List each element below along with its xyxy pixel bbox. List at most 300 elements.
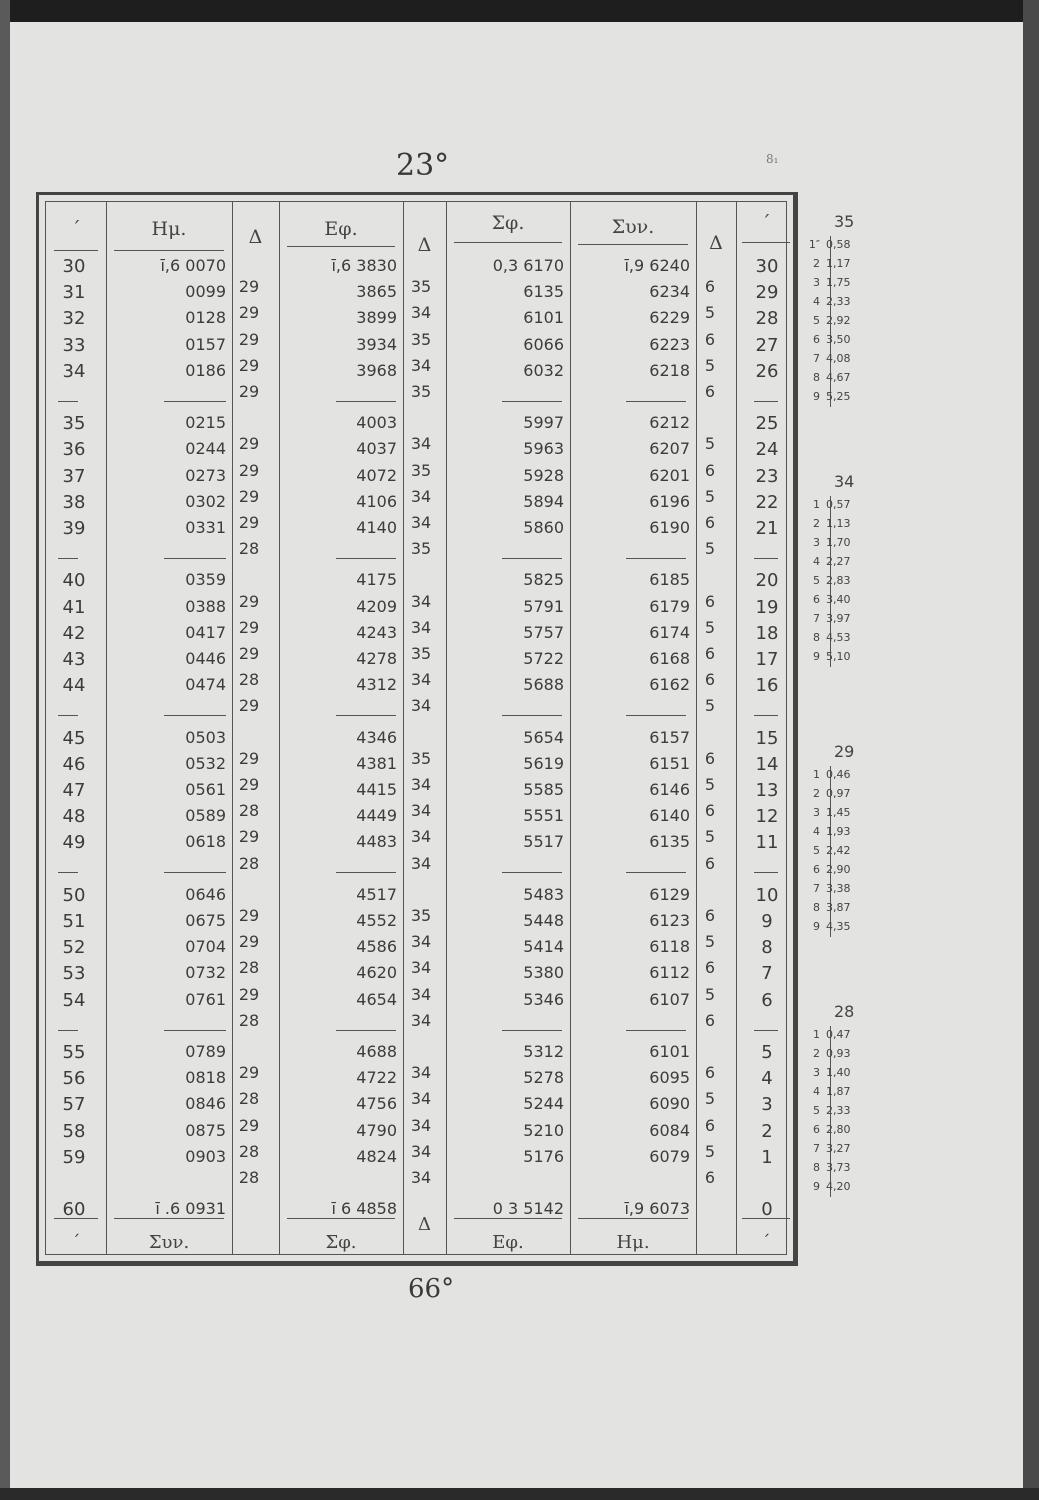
header-rule: [742, 242, 790, 243]
header-tangent: Εφ.: [324, 218, 358, 240]
group-separator: [58, 558, 78, 559]
cotangent-cell: 5346: [523, 989, 564, 1009]
delta-cosine-cell: 5: [704, 774, 716, 794]
sine-cell: 0618: [185, 832, 226, 852]
sine-cell: 0903: [185, 1146, 226, 1166]
minute-complement-cell: 26: [755, 360, 779, 382]
group-separator: [754, 872, 778, 873]
proportional-parts-table: [806, 472, 906, 687]
sine-cell: 0875: [185, 1120, 226, 1140]
group-separator: [164, 872, 226, 873]
group-separator: [626, 715, 686, 716]
pp-value: 2,92: [826, 314, 851, 327]
proportional-parts-row: [806, 352, 851, 365]
delta-cosine-cell: 6: [704, 853, 716, 873]
group-separator: [754, 715, 778, 716]
pp-value: 0,97: [826, 787, 851, 800]
pp-index: 2: [813, 1047, 820, 1060]
minute-complement-cell: 25: [755, 413, 779, 435]
group-separator: [58, 401, 78, 402]
minute-complement-cell: 3: [761, 1094, 773, 1116]
pp-index: 8: [813, 901, 820, 914]
group-separator: [336, 872, 396, 873]
pp-index: 4: [813, 825, 820, 838]
delta-cosine-cell: 6: [704, 1167, 716, 1187]
delta-cosine-cell: 5: [704, 827, 716, 847]
group-separator: [754, 558, 778, 559]
pp-index: 1: [813, 498, 820, 511]
tangent-cell: 4688: [356, 1042, 397, 1061]
pp-value: 0,58: [826, 238, 851, 251]
group-separator: [336, 401, 396, 402]
group-separator: [164, 401, 226, 402]
delta-tangent-cell: 35: [410, 905, 432, 925]
minute-complement-cell: 13: [755, 780, 779, 801]
sine-cell: 0446: [185, 649, 226, 668]
cotangent-cell: 5244: [523, 1094, 564, 1114]
delta-tangent-cell: 34: [410, 355, 432, 375]
footer-delta: Δ: [418, 1214, 431, 1235]
cosine-cell: 6174: [649, 622, 690, 642]
minute-cell: 46: [62, 753, 86, 775]
minute-complement-cell: 30: [755, 256, 779, 277]
cotangent-cell: 5448: [523, 911, 564, 930]
delta-sine-cell: 28: [238, 958, 260, 978]
minute-cell: 53: [62, 963, 86, 985]
pp-value: 2,83: [826, 574, 851, 587]
cotangent-cell: 5825: [523, 570, 564, 590]
minute-complement-cell: 6: [761, 989, 773, 1011]
cotangent-cell: 5791: [523, 596, 564, 616]
delta-cosine-cell: 5: [704, 539, 716, 559]
minute-cell: 39: [62, 518, 86, 539]
delta-cosine-cell: 6: [704, 801, 716, 821]
cotangent-cell: 5619: [523, 753, 564, 773]
tangent-cell: 3934: [356, 334, 397, 354]
delta-cosine-cell: 5: [704, 984, 716, 1004]
tangent-cell: 4278: [356, 649, 397, 668]
minute-complement-cell: 1: [761, 1146, 773, 1168]
col-divider: [106, 202, 107, 1254]
pp-value: 1,87: [826, 1085, 851, 1098]
delta-tangent-cell: 34: [410, 1010, 432, 1030]
sine-cell: 0244: [185, 439, 226, 459]
delta-sine-cell: 28: [238, 801, 260, 821]
proportional-parts-row: [806, 901, 851, 914]
minute-cell: 60: [62, 1199, 86, 1221]
cosine-cell: 6146: [649, 780, 690, 799]
proportional-parts-row: [806, 574, 851, 587]
pp-index: 8: [813, 371, 820, 384]
minute-complement-cell: 12: [755, 806, 779, 828]
tangent-cell: 3968: [356, 360, 397, 380]
cosine-cell: 6107: [649, 989, 690, 1009]
delta-sine-cell: 28: [238, 853, 260, 873]
sine-cell: 0128: [185, 308, 226, 328]
cosine-cell: 6112: [649, 963, 690, 983]
cosine-cell: 6212: [649, 413, 690, 433]
delta-sine-cell: 29: [238, 905, 260, 925]
cosine-cell: 6118: [649, 937, 690, 957]
tangent-cell: 4756: [356, 1094, 397, 1114]
delta-cosine-cell: 5: [704, 696, 716, 716]
cotangent-cell: 5585: [523, 780, 564, 799]
minute-cell: 57: [62, 1094, 86, 1116]
proportional-parts-row: [806, 631, 851, 644]
delta-sine-cell: 29: [238, 303, 260, 323]
pp-index: 9: [813, 920, 820, 933]
group-separator: [58, 872, 78, 873]
cosine-cell: 6201: [649, 465, 690, 485]
delta-cosine-cell: 6: [704, 643, 716, 663]
cosine-cell: 6157: [649, 727, 690, 747]
cosine-cell: 6135: [649, 832, 690, 852]
cosine-cell: 6129: [649, 884, 690, 904]
proportional-parts-table: [806, 1002, 906, 1217]
group-separator: [164, 1030, 226, 1031]
cotangent-cell: 5483: [523, 884, 564, 904]
minute-complement-cell: 20: [755, 570, 779, 592]
delta-sine-cell: 29: [238, 591, 260, 611]
delta-sine-cell: 28: [238, 1089, 260, 1109]
proportional-parts-row: [806, 371, 851, 384]
cotangent-cell: 5551: [523, 806, 564, 826]
minute-complement-cell: 18: [755, 622, 779, 644]
delta-cosine-cell: 6: [704, 329, 716, 349]
proportional-parts-row: [806, 536, 851, 549]
pp-value: 0,46: [826, 768, 851, 781]
minute-cell: 37: [62, 465, 86, 487]
proportional-parts-row: [806, 650, 851, 663]
pp-index: 3: [813, 1066, 820, 1079]
group-separator: [336, 1030, 396, 1031]
footer-rule: [287, 1218, 395, 1219]
pp-value: 5,25: [826, 390, 851, 403]
delta-sine-cell: 28: [238, 1167, 260, 1187]
delta-sine-cell: 29: [238, 617, 260, 637]
minute-complement-cell: 23: [755, 465, 779, 487]
delta-tangent-cell: 34: [410, 512, 432, 532]
delta-cosine-cell: 6: [704, 1010, 716, 1030]
table-inner-frame: [45, 201, 787, 1255]
proportional-parts-row: [806, 1047, 851, 1060]
pp-value: 2,33: [826, 295, 851, 308]
delta-tangent-cell: 35: [410, 381, 432, 401]
pp-index: 7: [813, 882, 820, 895]
delta-tangent-cell: 34: [410, 853, 432, 873]
delta-cosine-cell: 6: [704, 381, 716, 401]
pp-value: 4,53: [826, 631, 851, 644]
col-divider: [279, 202, 280, 1254]
tangent-cell: 4312: [356, 675, 397, 695]
delta-tangent-cell: 34: [410, 670, 432, 690]
cotangent-cell: 0 3 5142: [492, 1199, 564, 1219]
scan-left-edge: [0, 0, 10, 1500]
proportional-parts-row: [806, 390, 851, 403]
delta-cosine-cell: 5: [704, 434, 716, 454]
pp-value: 1,17: [826, 257, 851, 270]
cotangent-cell: 6066: [523, 334, 564, 354]
cotangent-cell: 6032: [523, 360, 564, 380]
tangent-cell: ī,6 3830: [331, 256, 397, 275]
sine-cell: 0359: [185, 570, 226, 590]
sine-cell: 0099: [185, 282, 226, 302]
minute-complement-cell: 7: [761, 963, 773, 985]
delta-cosine-cell: 6: [704, 591, 716, 611]
pp-value: 3,40: [826, 593, 851, 606]
sine-cell: 0704: [185, 937, 226, 957]
pp-value: 3,97: [826, 612, 851, 625]
minute-cell: 52: [62, 937, 86, 959]
pp-index: 6: [813, 1123, 820, 1136]
footer-sine: Ημ.: [616, 1232, 650, 1253]
delta-tangent-cell: 35: [410, 277, 432, 297]
header-cotangent: Σφ.: [491, 212, 525, 234]
minute-cell: 48: [62, 806, 86, 828]
proportional-parts-row: [806, 276, 851, 289]
proportional-parts-row: [806, 1104, 851, 1117]
cosine-cell: 6179: [649, 596, 690, 616]
header-minutes: ΄: [71, 218, 81, 240]
pp-index: 1: [813, 768, 820, 781]
proportional-parts-row: [806, 1180, 851, 1193]
group-separator: [626, 1030, 686, 1031]
delta-sine-cell: 29: [238, 355, 260, 375]
pp-index: 5: [813, 1104, 820, 1117]
tangent-cell: 4209: [356, 596, 397, 616]
pp-index: 1: [813, 1028, 820, 1041]
header-rule: [287, 246, 395, 247]
delta-cosine-cell: 6: [704, 1063, 716, 1083]
pp-value: 4,08: [826, 352, 851, 365]
pp-index: 1″: [808, 238, 820, 251]
cotangent-cell: 5210: [523, 1120, 564, 1140]
minute-complement-cell: 10: [755, 884, 779, 906]
minute-cell: 43: [62, 649, 86, 670]
proportional-parts-row: [806, 517, 851, 530]
proportional-parts-title: 28: [834, 1002, 855, 1021]
cotangent-cell: 6101: [523, 308, 564, 328]
cotangent-cell: 5688: [523, 675, 564, 695]
footer-tangent: Εφ.: [492, 1232, 524, 1253]
tangent-cell: 3865: [356, 282, 397, 302]
proportional-parts-title: 35: [834, 212, 855, 231]
cosine-cell: ī,9 6073: [624, 1199, 690, 1219]
scan-top-edge: [0, 0, 1039, 22]
page-title: 23°: [396, 148, 450, 183]
delta-tangent-cell: 34: [410, 827, 432, 847]
tangent-cell: 4243: [356, 622, 397, 642]
minute-complement-cell: 9: [761, 911, 773, 932]
minute-cell: 55: [62, 1042, 86, 1063]
group-separator: [754, 401, 778, 402]
pp-index: 8: [813, 1161, 820, 1174]
proportional-parts-row: [806, 238, 851, 251]
delta-sine-cell: 29: [238, 486, 260, 506]
delta-tangent-cell: 34: [410, 696, 432, 716]
pp-index: 7: [813, 352, 820, 365]
pp-index: 6: [813, 863, 820, 876]
delta-cosine-cell: 5: [704, 617, 716, 637]
pp-value: 5,10: [826, 650, 851, 663]
footer-rule: [742, 1218, 790, 1219]
delta-tangent-cell: 34: [410, 434, 432, 454]
proportional-parts-row: [806, 806, 851, 819]
delta-cosine-cell: 6: [704, 460, 716, 480]
proportional-parts-row: [806, 1085, 851, 1098]
delta-sine-cell: 29: [238, 460, 260, 480]
scan-right-edge: [1023, 0, 1039, 1500]
minute-cell: 56: [62, 1068, 86, 1090]
proportional-parts-title: 34: [834, 472, 855, 491]
tangent-cell: 4037: [356, 439, 397, 459]
tangent-cell: 4415: [356, 780, 397, 799]
group-separator: [164, 715, 226, 716]
tangent-cell: 4824: [356, 1146, 397, 1166]
delta-cosine-cell: 6: [704, 905, 716, 925]
pp-value: 0,93: [826, 1047, 851, 1060]
pp-value: 2,42: [826, 844, 851, 857]
tangent-cell: 4072: [356, 465, 397, 485]
delta-sine-cell: 29: [238, 827, 260, 847]
minute-cell: 30: [62, 256, 86, 277]
delta-sine-cell: 28: [238, 1010, 260, 1030]
tangent-cell: 4175: [356, 570, 397, 590]
pp-index: 8: [813, 631, 820, 644]
group-separator: [502, 401, 562, 402]
minute-cell: 42: [62, 622, 86, 644]
minute-complement-cell: 5: [761, 1042, 773, 1063]
tangent-cell: 4381: [356, 753, 397, 773]
minute-cell: 38: [62, 491, 86, 513]
pp-value: 4,67: [826, 371, 851, 384]
minute-cell: 32: [62, 308, 86, 330]
group-separator: [502, 1030, 562, 1031]
tangent-cell: 4722: [356, 1068, 397, 1088]
tangent-cell: 4586: [356, 937, 397, 957]
sine-cell: 0273: [185, 465, 226, 485]
delta-sine-cell: 29: [238, 643, 260, 663]
scan-bottom-edge: [0, 1488, 1039, 1500]
cosine-cell: 6190: [649, 518, 690, 537]
cotangent-cell: 5757: [523, 622, 564, 642]
proportional-parts-table: [806, 212, 906, 427]
tangent-cell: ī 6 4858: [331, 1199, 397, 1219]
cotangent-cell: 5860: [523, 518, 564, 537]
pp-index: 6: [813, 593, 820, 606]
pp-value: 1,75: [826, 276, 851, 289]
minute-complement-cell: 4: [761, 1068, 773, 1090]
col-divider: [403, 202, 404, 1254]
minute-cell: 35: [62, 413, 86, 435]
delta-tangent-cell: 34: [410, 1167, 432, 1187]
header-rule: [54, 250, 98, 251]
sine-cell: ī .6 0931: [155, 1199, 226, 1219]
tangent-cell: 4517: [356, 884, 397, 904]
pp-index: 9: [813, 390, 820, 403]
minute-cell: 54: [62, 989, 86, 1011]
delta-tangent-cell: 34: [410, 617, 432, 637]
cotangent-cell: 5928: [523, 465, 564, 485]
cotangent-cell: 6135: [523, 282, 564, 302]
proportional-parts-table: [806, 742, 906, 957]
minute-complement-cell: 24: [755, 439, 779, 461]
cosine-cell: 6090: [649, 1094, 690, 1114]
header-rule: [578, 244, 688, 245]
col-divider: [446, 202, 447, 1254]
group-separator: [58, 715, 78, 716]
delta-cosine-cell: 6: [704, 1115, 716, 1135]
sine-cell: 0474: [185, 675, 226, 695]
footer-cotangent: Σφ.: [325, 1232, 357, 1253]
log-trig-table: [36, 192, 798, 1266]
minute-cell: 51: [62, 911, 86, 932]
tangent-cell: 4552: [356, 911, 397, 930]
pp-value: 2,33: [826, 1104, 851, 1117]
cosine-cell: 6151: [649, 753, 690, 773]
pp-index: 6: [813, 333, 820, 346]
minute-cell: 41: [62, 596, 86, 618]
sine-cell: 0302: [185, 491, 226, 511]
minute-cell: 58: [62, 1120, 86, 1142]
tangent-cell: 4346: [356, 727, 397, 747]
minute-cell: 59: [62, 1146, 86, 1168]
minute-complement-cell: 28: [755, 308, 779, 330]
cotangent-cell: 5278: [523, 1068, 564, 1088]
delta-tangent-cell: 34: [410, 774, 432, 794]
proportional-parts-row: [806, 333, 851, 346]
sine-cell: 0818: [185, 1068, 226, 1088]
delta-tangent-cell: 35: [410, 329, 432, 349]
cosine-cell: 6223: [649, 334, 690, 354]
minute-complement-cell: 11: [755, 832, 779, 854]
cosine-cell: 6095: [649, 1068, 690, 1088]
sine-cell: 0846: [185, 1094, 226, 1114]
proportional-parts-row: [806, 555, 851, 568]
delta-sine-cell: 29: [238, 512, 260, 532]
minute-cell: 50: [62, 884, 86, 906]
proportional-parts-row: [806, 920, 851, 933]
pp-index: 4: [813, 295, 820, 308]
minute-cell: 45: [62, 727, 86, 749]
minute-cell: 40: [62, 570, 86, 592]
col-divider: [570, 202, 571, 1254]
delta-cosine-cell: 5: [704, 355, 716, 375]
sine-cell: 0732: [185, 963, 226, 983]
pp-value: 1,13: [826, 517, 851, 530]
pp-index: 3: [813, 806, 820, 819]
minute-cell: 49: [62, 832, 86, 854]
header-delta-tangent: Δ: [417, 234, 432, 256]
pp-index: 3: [813, 536, 820, 549]
delta-tangent-cell: 34: [410, 1115, 432, 1135]
pp-index: 2: [813, 257, 820, 270]
delta-tangent-cell: 34: [410, 591, 432, 611]
minute-complement-cell: 2: [761, 1120, 773, 1142]
cotangent-cell: 0,3 6170: [492, 256, 564, 275]
proportional-parts-row: [806, 768, 851, 781]
cosine-cell: 6168: [649, 649, 690, 668]
cosine-cell: 6140: [649, 806, 690, 826]
minute-complement-cell: 29: [755, 282, 779, 304]
delta-tangent-cell: 35: [410, 539, 432, 559]
header-rule: [114, 250, 224, 251]
cotangent-cell: 5517: [523, 832, 564, 852]
cotangent-cell: 5176: [523, 1146, 564, 1166]
proportional-parts-row: [806, 1123, 851, 1136]
tangent-cell: 4449: [356, 806, 397, 826]
delta-tangent-cell: 35: [410, 460, 432, 480]
